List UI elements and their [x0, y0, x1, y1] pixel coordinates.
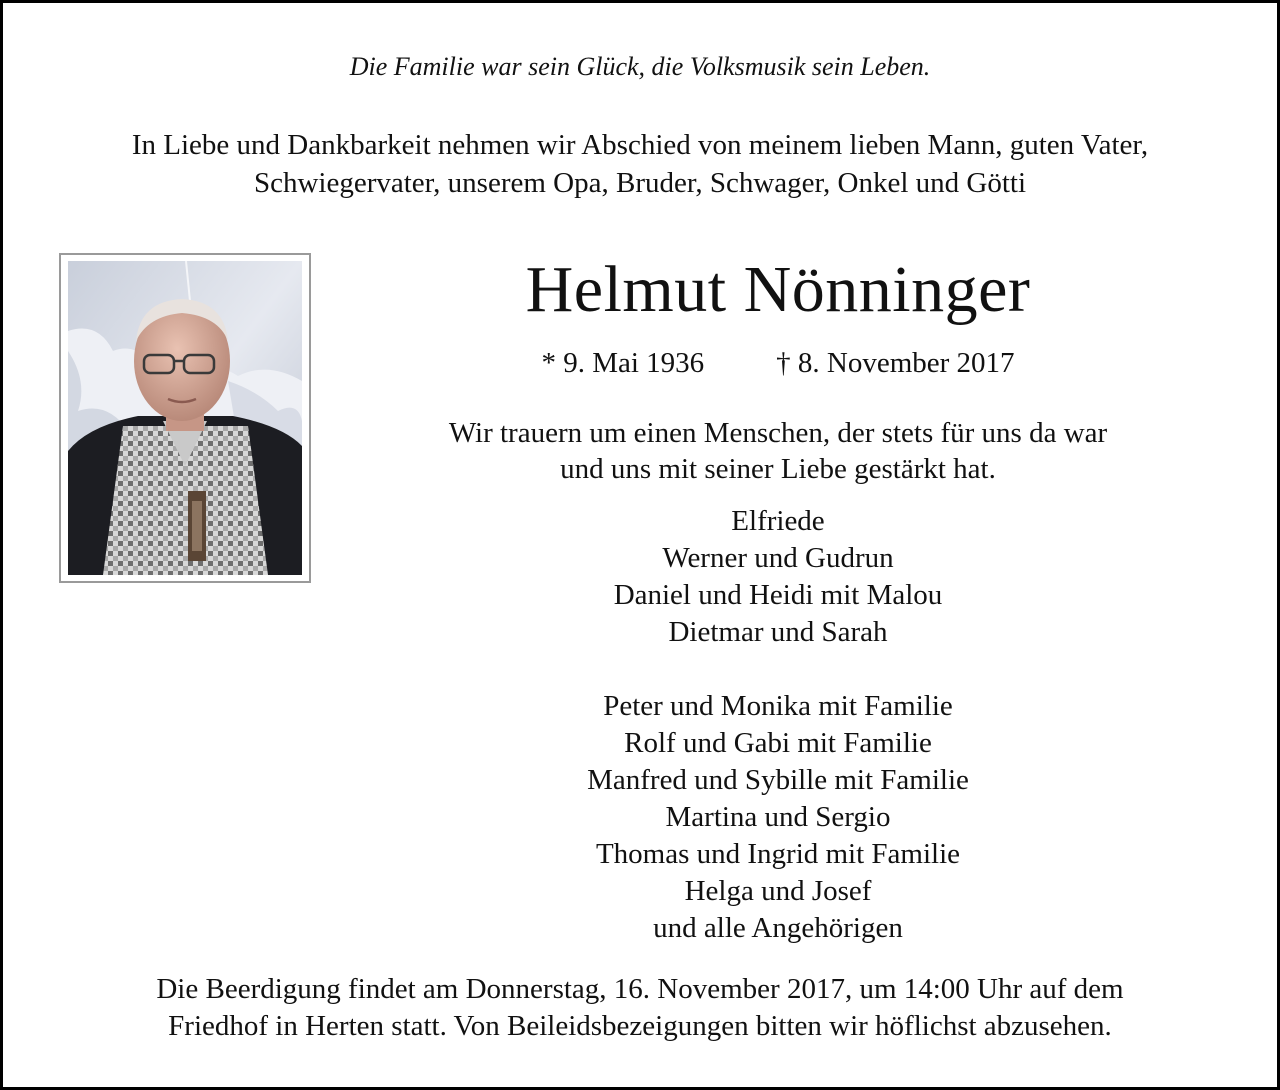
- funeral-line: Die Beerdigung findet am Donnerstag, 16. November 2017, um 14:00 Uhr auf dem: [156, 973, 1124, 1005]
- relative-entry: Martina und Sergio: [665, 801, 891, 833]
- relative-entry: Helga und Josef: [684, 875, 872, 907]
- tribute-text: [378, 415, 1178, 487]
- relative-entry: Peter und Monika mit Familie: [603, 690, 953, 722]
- funeral-announcement: [3, 971, 1277, 1045]
- family-member: Elfriede: [731, 505, 825, 537]
- tribute-line: Wir trauern um einen Menschen, der stets für uns da war: [448, 417, 1108, 449]
- death-date: † 8. November 2017: [776, 347, 1015, 379]
- intro-line: Schwiegervater, unserem Opa, Bruder, Schwager, Onkel und Götti: [253, 167, 1027, 199]
- life-dates: [378, 344, 1178, 382]
- family-member: Werner und Gudrun: [662, 542, 894, 574]
- intro-text: [3, 126, 1277, 202]
- relative-entry: Thomas und Ingrid mit Familie: [595, 838, 961, 870]
- family-member: Dietmar und Sarah: [668, 616, 888, 648]
- portrait-image: [68, 261, 302, 575]
- relative-entry: Manfred und Sybille mit Familie: [587, 764, 969, 796]
- relative-entry: und alle Angehörigen: [653, 912, 903, 944]
- deceased-name: Helmut Nönninger: [525, 253, 1031, 326]
- funeral-line: Friedhof in Herten statt. Von Beileidsbezeigungen bitten wir höflichst abzusehen.: [168, 1010, 1112, 1042]
- tribute-line: und uns mit seiner Liebe gestärkt hat.: [560, 453, 996, 485]
- relatives-list: [378, 688, 1178, 947]
- family-member: Daniel und Heidi mit Malou: [613, 579, 943, 611]
- intro-line: In Liebe und Dankbarkeit nehmen wir Abschied von meinem lieben Mann, guten Vater,: [131, 129, 1149, 161]
- motto: Die Familie war sein Glück, die Volksmusik sein Leben.: [349, 52, 931, 81]
- birth-date: * 9. Mai 1936: [541, 347, 705, 379]
- relative-entry: Rolf und Gabi mit Familie: [624, 727, 932, 759]
- portrait-photo: [59, 253, 311, 583]
- immediate-family-list: [378, 503, 1178, 651]
